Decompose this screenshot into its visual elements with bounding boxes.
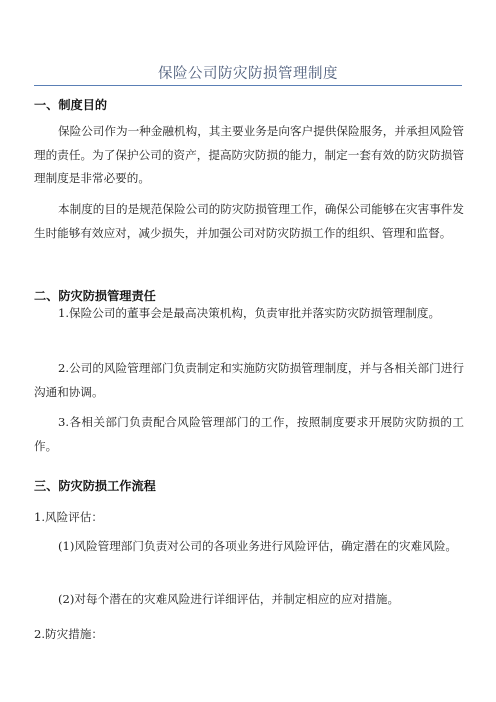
section-heading-purpose: 一、制度目的 <box>34 98 108 112</box>
paragraph: 保险公司作为一种金融机构，其主要业务是向客户提供保险服务，并承担风险管理的责任。为了保护公司的资产，提高防灾防损的能力，制定一套有效的防灾防损管理制度是非常必要的。 <box>34 124 464 185</box>
list-item: (1)风险管理部门负责对公司的各项业务进行风险评估，确定潜在的灾难风险。 <box>58 539 458 553</box>
paragraph: 2.公司的风险管理部门负责制定和实施防灾防损管理制度，并与各相关部门进行沟通和协调。 <box>34 361 464 399</box>
list-item: 2.防灾措施： <box>34 627 104 641</box>
document-title: 保险公司防灾防损管理制度 <box>158 66 338 82</box>
section-heading-responsibility: 二、防灾防损管理责任 <box>34 289 156 303</box>
title-divider <box>34 85 462 86</box>
list-item: (2)对每个潜在的灾难风险进行详细评估，并制定相应的应对措施。 <box>58 592 400 606</box>
section-heading-workflow: 三、防灾防损工作流程 <box>34 479 156 493</box>
paragraph: 本制度的目的是规范保险公司的防灾防损管理工作，确保公司能够在灾害事件发生时能够有效应对，减少损失，并加强公司对防灾防损工作的组织、管理和监督。 <box>34 202 464 240</box>
paragraph: 3.各相关部门负责配合风险管理部门的工作，按照制度要求开展防灾防损的工作。 <box>34 415 464 453</box>
paragraph: 1.保险公司的董事会是最高决策机构，负责审批并落实防灾防损管理制度。 <box>58 306 441 320</box>
list-item: 1.风险评估： <box>34 510 104 524</box>
